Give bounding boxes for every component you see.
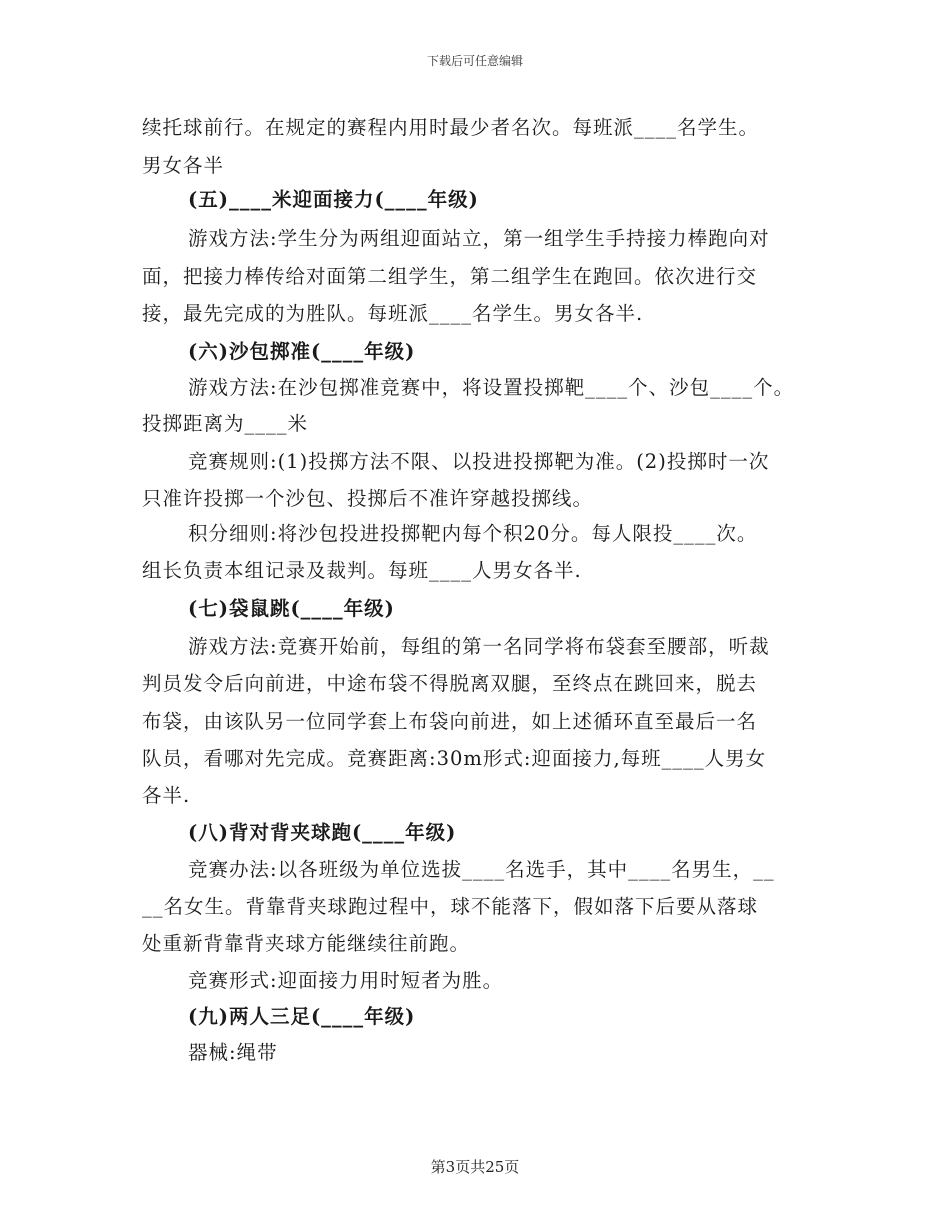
paragraph-line: 游戏方法:在沙包掷准竞赛中，将设置投掷靶____个、沙包____个。 <box>188 376 795 399</box>
paragraph-line: 竞赛规则:(1)投掷方法不限、以投进投掷靶为准。(2)投掷时一次 <box>188 450 770 473</box>
paragraph-line: 组长负责本组记录及裁判。每班____人男女各半. <box>142 559 582 582</box>
section-heading: (六)沙包掷准(____年级) <box>188 340 416 363</box>
paragraph-line: 男女各半 <box>142 154 225 177</box>
paragraph-line: 竞赛办法:以各班级为单位选拔____名选手，其中____名男生，__ <box>188 858 775 881</box>
paragraph-line: 队员，看哪对先完成。竞赛距离:30m形式:迎面接力,每班____人男女 <box>142 747 767 770</box>
paragraph-line: 各半. <box>142 784 191 807</box>
paragraph-line: 器械:绳带 <box>188 1041 278 1064</box>
paragraph-line: 积分细则:将沙包投进投掷靶内每个积20分。每人限投____次。 <box>188 522 758 545</box>
paragraph-line: __名女生。背靠背夹球跑过程中，球不能落下，假如落下后要从落球 <box>142 895 759 918</box>
paragraph-line: 竞赛形式:迎面接力用时短者为胜。 <box>188 969 504 992</box>
paragraph-line: 游戏方法:竞赛开始前，每组的第一名同学将布袋套至腰部，听裁 <box>188 635 770 658</box>
paragraph-line: 接，最先完成的为胜队。每班派____名学生。男女各半. <box>142 302 644 325</box>
section-heading: (八)背对背夹球跑(____年级) <box>188 821 457 844</box>
section-heading: (五)____米迎面接力(____年级) <box>188 188 479 211</box>
section-heading: (七)袋鼠跳(____年级) <box>188 597 395 620</box>
paragraph-line: 游戏方法:学生分为两组迎面站立，第一组学生手持接力棒跑向对 <box>188 227 770 250</box>
page-footer: 第3页共25页 <box>430 1158 520 1176</box>
page-header: 下载后可任意编辑 <box>426 54 523 68</box>
paragraph-line: 布袋，由该队另一位同学套上布袋向前进，如上述循环直至最后一名 <box>142 710 758 733</box>
section-heading: (九)两人三足(____年级) <box>188 1005 416 1028</box>
paragraph-line: 判员发令后向前进，中途布袋不得脱离双腿，至终点在跳回来，脱去 <box>142 672 758 695</box>
paragraph-line: 处重新背靠背夹球方能继续往前跑。 <box>142 932 471 955</box>
paragraph-line: 投掷距离为____米 <box>142 412 309 435</box>
paragraph-line: 只准许投掷一个沙包、投掷后不准许穿越投掷线。 <box>142 487 594 510</box>
paragraph-line: 面，把接力棒传给对面第二组学生，第二组学生在跑回。依次进行交 <box>142 265 758 288</box>
paragraph-line: 续托球前行。在规定的赛程内用时最少者名次。每班派____名学生。 <box>142 116 760 139</box>
